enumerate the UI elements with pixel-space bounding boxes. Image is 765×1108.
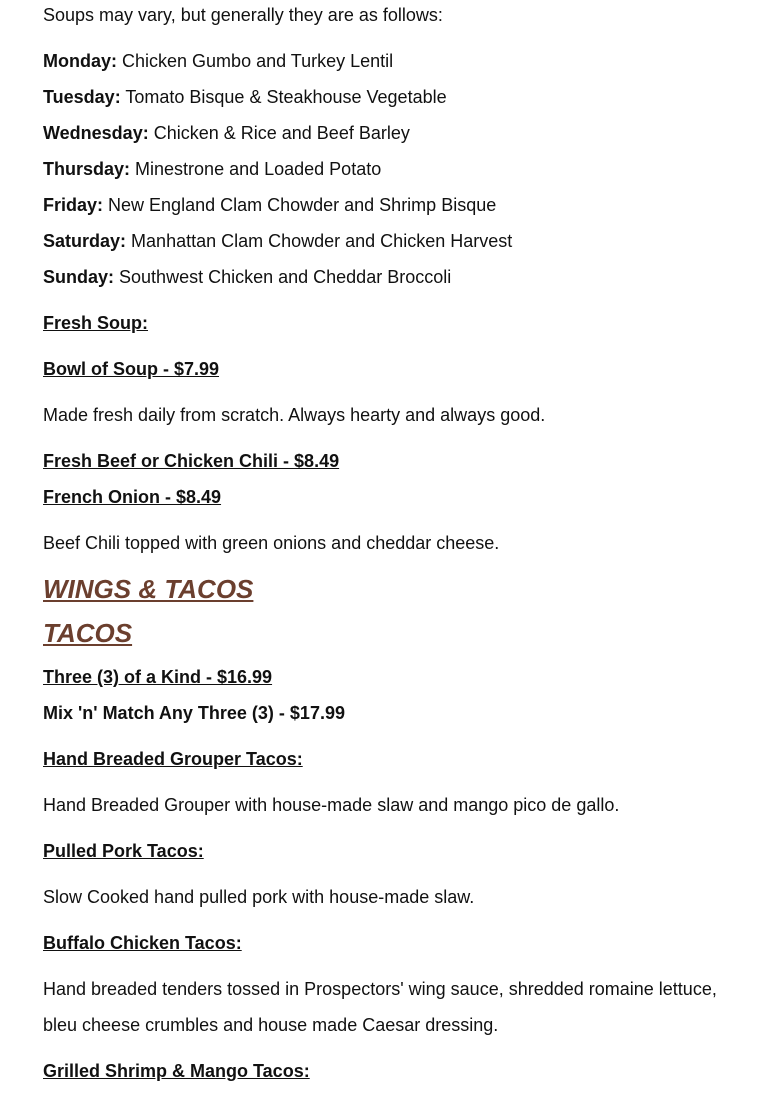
day-soups: Chicken & Rice and Beef Barley <box>153 123 410 143</box>
day-label: Tuesday: <box>43 87 121 107</box>
day-soups: New England Clam Chowder and Shrimp Bisque <box>108 195 497 215</box>
buffalo-chicken-tacos-heading: Buffalo Chicken Tacos: <box>43 933 242 953</box>
day-saturday <box>43 230 512 252</box>
grilled-shrimp-mango-tacos-heading: Grilled Shrimp & Mango Tacos: <box>43 1061 310 1081</box>
day-label: Monday: <box>43 51 117 71</box>
day-monday <box>43 50 393 72</box>
buffalo-chicken-tacos-description-line-2: bleu cheese crumbles and house made Caesar dressing. <box>43 1015 499 1035</box>
day-sunday <box>43 266 451 288</box>
day-soups: Minestrone and Loaded Potato <box>135 159 382 179</box>
day-soups: Southwest Chicken and Cheddar Broccoli <box>119 267 452 287</box>
bowl-of-soup-description: Made fresh daily from scratch. Always hearty and always good. <box>43 405 546 425</box>
three-of-a-kind-price: Three (3) of a Kind - $16.99 <box>43 667 273 687</box>
chili-item: Fresh Beef or Chicken Chili - $8.49 <box>43 451 340 471</box>
buffalo-chicken-tacos-description-line-1: Hand breaded tenders tossed in Prospectors' wing sauce, shredded romaine lettuce, <box>43 979 717 999</box>
day-wednesday <box>43 122 410 144</box>
pulled-pork-tacos-description: Slow Cooked hand pulled pork with house-made slaw. <box>43 887 475 907</box>
day-label: Friday: <box>43 195 104 215</box>
grouper-tacos-description: Hand Breaded Grouper with house-made slaw and mango pico de gallo. <box>43 795 620 815</box>
chili-description: Beef Chili topped with green onions and cheddar cheese. <box>43 533 500 553</box>
day-tuesday <box>43 86 447 108</box>
bowl-of-soup-item: Bowl of Soup - $7.99 <box>43 359 220 379</box>
french-onion-item: French Onion - $8.49 <box>43 487 222 507</box>
mix-match-price: Mix 'n' Match Any Three (3) - $17.99 <box>43 703 345 723</box>
fresh-soup-heading: Fresh Soup: <box>43 313 149 333</box>
day-soups: Manhattan Clam Chowder and Chicken Harvest <box>131 231 513 251</box>
day-thursday <box>43 158 381 180</box>
pulled-pork-tacos-heading: Pulled Pork Tacos: <box>43 841 204 861</box>
day-soups: Tomato Bisque & Steakhouse Vegetable <box>125 87 447 107</box>
day-friday <box>43 194 496 216</box>
soup-intro: Soups may vary, but generally they are as follows: <box>43 5 443 25</box>
day-label: Wednesday: <box>43 123 149 143</box>
grouper-tacos-heading: Hand Breaded Grouper Tacos: <box>43 749 303 769</box>
day-soups: Chicken Gumbo and Turkey Lentil <box>122 51 394 71</box>
section-title-wings-tacos: WINGS & TACOS <box>43 574 254 604</box>
day-label: Saturday: <box>43 231 127 251</box>
day-label: Thursday: <box>43 159 131 179</box>
day-label: Sunday: <box>43 267 115 287</box>
section-title-tacos: TACOS <box>43 618 133 648</box>
